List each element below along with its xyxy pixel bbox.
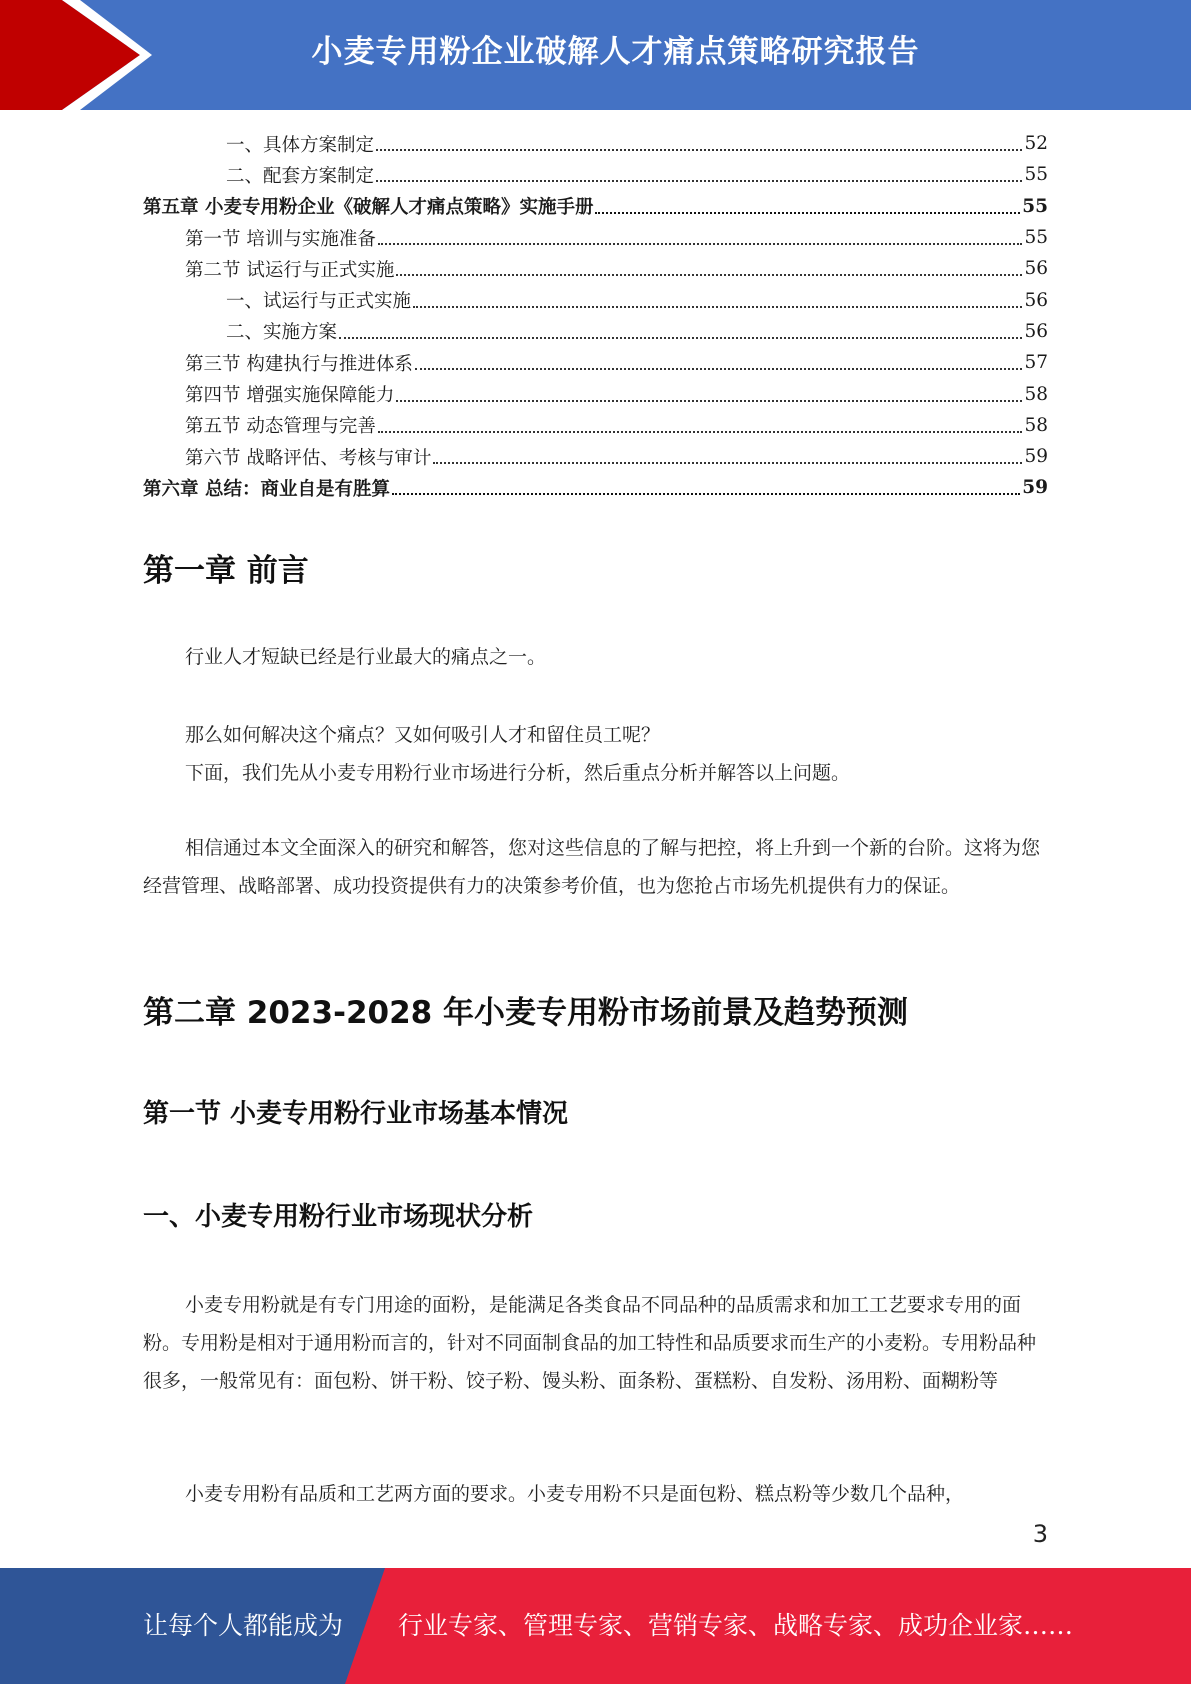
- chapter1-paragraph-4: 相信通过本文全面深入的研究和解答，您对这些信息的了解与把控，将上升到一个新的台阶。这将为您经营管理、战略部署、成功投资提供有力的决策参考价值，也为您抢占市场先机提供有力的保证。: [143, 837, 1041, 897]
- footer-slogan-right: 行业专家、管理专家、营销专家、战略专家、成功企业家……: [398, 1611, 1074, 1640]
- toc-entry[interactable]: [143, 222, 1048, 253]
- page-number: 3: [1032, 1520, 1048, 1548]
- toc-entry-title: 第四节 增强实施保障能力: [185, 385, 395, 407]
- table-of-contents: [143, 128, 1048, 504]
- toc-entry-title: 第六章 总结：商业自是有胜算: [143, 478, 390, 500]
- toc-entry[interactable]: [143, 441, 1048, 472]
- toc-entry-page: 56: [1024, 289, 1048, 311]
- toc-dot-leader: [595, 211, 1020, 214]
- toc-entry-page: 59: [1022, 477, 1048, 499]
- chapter1-paragraph-1: 行业人才短缺已经是行业最大的痛点之一。: [185, 646, 547, 668]
- toc-entry-title: 二、配套方案制定: [226, 165, 375, 187]
- toc-entry-page: 58: [1024, 383, 1048, 405]
- toc-entry-title: 一、试运行与正式实施: [226, 291, 412, 313]
- toc-entry-page: 56: [1024, 258, 1048, 280]
- toc-entry-page: 55: [1022, 195, 1048, 217]
- toc-entry-page: 59: [1024, 446, 1048, 468]
- toc-entry[interactable]: [143, 378, 1048, 409]
- chapter2-paragraph-2: 小麦专用粉有品质和工艺两方面的要求。小麦专用粉不只是面包粉、糕点粉等少数几个品种，: [185, 1483, 965, 1505]
- toc-entry-title: 二、实施方案: [226, 322, 338, 344]
- toc-entry[interactable]: [143, 159, 1048, 190]
- toc-dot-leader: [415, 367, 1023, 370]
- toc-entry[interactable]: [143, 410, 1048, 441]
- toc-entry-page: 57: [1024, 352, 1048, 374]
- toc-entry-page: 55: [1024, 227, 1048, 249]
- toc-dot-leader: [339, 336, 1022, 339]
- toc-entry-title: 第三节 构建执行与推进体系: [185, 353, 413, 375]
- toc-dot-leader: [396, 399, 1022, 402]
- toc-entry-page: 52: [1024, 133, 1048, 155]
- chapter1-paragraph-2: 那么如何解决这个痛点？又如何吸引人才和留住员工呢？: [185, 724, 661, 746]
- toc-entry-page: 55: [1024, 164, 1048, 186]
- toc-dot-leader: [376, 179, 1022, 182]
- toc-dot-leader: [378, 430, 1023, 433]
- toc-dot-leader: [413, 305, 1022, 308]
- toc-entry-title: 第二节 试运行与正式实施: [185, 259, 395, 281]
- toc-entry-title: 第五节 动态管理与完善: [185, 416, 376, 438]
- toc-dot-leader: [376, 148, 1022, 151]
- toc-dot-leader: [396, 273, 1022, 276]
- toc-entry-title: 第六节 战略评估、考核与审计: [185, 447, 432, 469]
- chapter1-title: 第一章 前言: [143, 553, 309, 589]
- toc-dot-leader: [392, 492, 1020, 495]
- toc-entry-title: 第五章 小麦专用粉企业《破解人才痛点策略》实施手册: [143, 197, 594, 219]
- toc-dot-leader: [378, 242, 1023, 245]
- toc-entry[interactable]: [143, 128, 1048, 159]
- chapter2-paragraph-1: 小麦专用粉就是有专门用途的面粉，是能满足各类食品不同品种的品质需求和加工工艺要求专用的面粉。专用粉是相对于通用粉而言的，针对不同面制食品的加工特性和品质要求而生产的小麦粉。专用粉品种很多，一般常见有：面包粉、饼干粉、饺子粉、馒头粉、面条粉、蛋糕粉、自发粉、汤用粉、面糊粉等: [143, 1294, 1037, 1392]
- toc-entry-page: 56: [1024, 320, 1048, 342]
- chapter2-title: 第二章 2023-2028 年小麦专用粉市场前景及趋势预测: [143, 995, 909, 1031]
- toc-dot-leader: [433, 461, 1022, 464]
- toc-entry[interactable]: [143, 347, 1048, 378]
- toc-entry[interactable]: [143, 472, 1048, 503]
- header-title: 小麦专用粉企业破解人才痛点策略研究报告: [311, 34, 920, 70]
- page-header: [0, 0, 1191, 110]
- toc-entry-title: 第一节 培训与实施准备: [185, 228, 376, 250]
- chapter2-section1-title: 第一节 小麦专用粉行业市场基本情况: [143, 1099, 569, 1129]
- page-footer: [0, 1568, 1191, 1684]
- chapter1-paragraph-3: 下面，我们先从小麦专用粉行业市场进行分析，然后重点分析并解答以上问题。: [185, 762, 851, 784]
- toc-entry[interactable]: [143, 253, 1048, 284]
- toc-entry-title: 一、具体方案制定: [226, 134, 375, 156]
- toc-entry[interactable]: [143, 316, 1048, 347]
- footer-slogan-left: 让每个人都能成为: [143, 1611, 344, 1640]
- toc-entry[interactable]: [143, 284, 1048, 315]
- toc-entry[interactable]: [143, 191, 1048, 222]
- toc-entry-page: 58: [1024, 414, 1048, 436]
- chapter2-subsection1-title: 一、小麦专用粉行业市场现状分析: [143, 1202, 534, 1232]
- header-red-arrow: [0, 0, 140, 110]
